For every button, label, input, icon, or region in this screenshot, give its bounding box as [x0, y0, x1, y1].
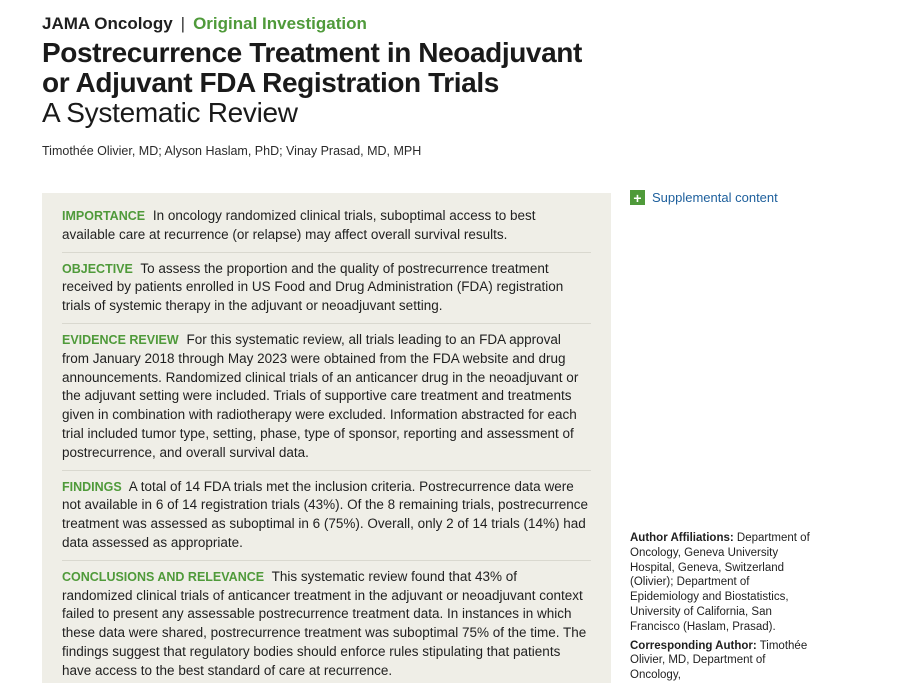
corresponding-text: Timothée Olivier, MD, Department of Oncology,: [630, 639, 808, 682]
conclusions-label: CONCLUSIONS AND RELEVANCE: [62, 569, 265, 584]
journal-name: JAMA Oncology: [42, 14, 173, 33]
author-affiliations: [630, 531, 810, 635]
header-separator: |: [180, 14, 186, 33]
journal-header: [42, 14, 367, 34]
conclusions-text: This systematic review found that 43% of randomized clinical trials of anticancer treatment in the adjuvant or neoadjuvant context failed to present any assessable postrecurrence treatment data. In instances in which these data were shared, postrecurrence treatment was suboptimal 75% of the time. The findings suggest that regulatory bodies should enforce rules stipulating that patients have access to the best standard of care at recurrence.: [62, 568, 587, 678]
objective-text: To assess the proportion and the quality of postrecurrence treatment received by patients enrolled in US Food and Drug Administration (FDA) registration trials of systemic therapy in the adjuvant or neoadjuvant setting.: [62, 260, 564, 314]
importance-text: In oncology randomized clinical trials, suboptimal access to best available care at recurrence (or relapse) may affect overall survival results.: [62, 208, 536, 242]
article-title: Postrecurrence Treatment in Neoadjuvant or Adjuvant FDA Registration Trials: [42, 37, 582, 98]
abstract-evidence-review: [62, 331, 591, 471]
evidence-review-text: For this systematic review, all trials leading to an FDA approval from January 2018 through May 2023 were obtained from the FDA website and drug announcements. Randomized clinical trials of an anticancer drug in the neoadjuvant or the adjuvant setting were included. Trials of supportive care treatment and treatments given in combination with radiotherapy were excluded. Information abstracted for each trial included tumor type, setting, phase, type of sponsor, reporting and assessment of postrecurrence, and overall survival data.: [62, 331, 579, 460]
plus-icon: +: [630, 190, 645, 205]
abstract-conclusions: [62, 568, 591, 688]
corresponding-author: [630, 639, 810, 683]
affiliations-label: Author Affiliations:: [630, 532, 734, 544]
findings-label: FINDINGS: [62, 479, 122, 494]
article-subtitle: A Systematic Review: [42, 97, 298, 128]
affiliations-text: Department of Oncology, Geneva University Hospital, Geneva, Switzerland (Olivier); Department of Epidemiology and Biostatistics, University of California, San Francisco (Haslam, Prasad).: [630, 532, 810, 633]
abstract-findings: [62, 478, 591, 561]
abstract-objective: [62, 260, 591, 324]
supplemental-content-label[interactable]: Supplemental content: [652, 190, 778, 205]
abstract-box: [42, 193, 611, 683]
author-info-sidebar: [630, 531, 810, 687]
corresponding-label: Corresponding Author:: [630, 639, 757, 652]
evidence-review-label: EVIDENCE REVIEW: [62, 332, 179, 347]
article-section: Original Investigation: [193, 14, 367, 33]
importance-label: IMPORTANCE: [62, 209, 146, 223]
objective-label: OBJECTIVE: [62, 261, 133, 276]
author-list: Timothée Olivier, MD; Alyson Haslam, PhD; Vinay Prasad, MD, MPH: [42, 144, 422, 158]
supplemental-content-link[interactable]: [630, 190, 778, 205]
findings-text: A total of 14 FDA trials met the inclusion criteria. Postrecurrence data were not available in 6 of 14 registration trials (43%). Of the 8 remaining trials, postrecurrence treatment was assessed as suboptimal in 6 (75%). Overall, only 2 of 14 trials (14%) had data assessed as appropriate.: [62, 478, 589, 550]
abstract-importance: [62, 207, 591, 253]
